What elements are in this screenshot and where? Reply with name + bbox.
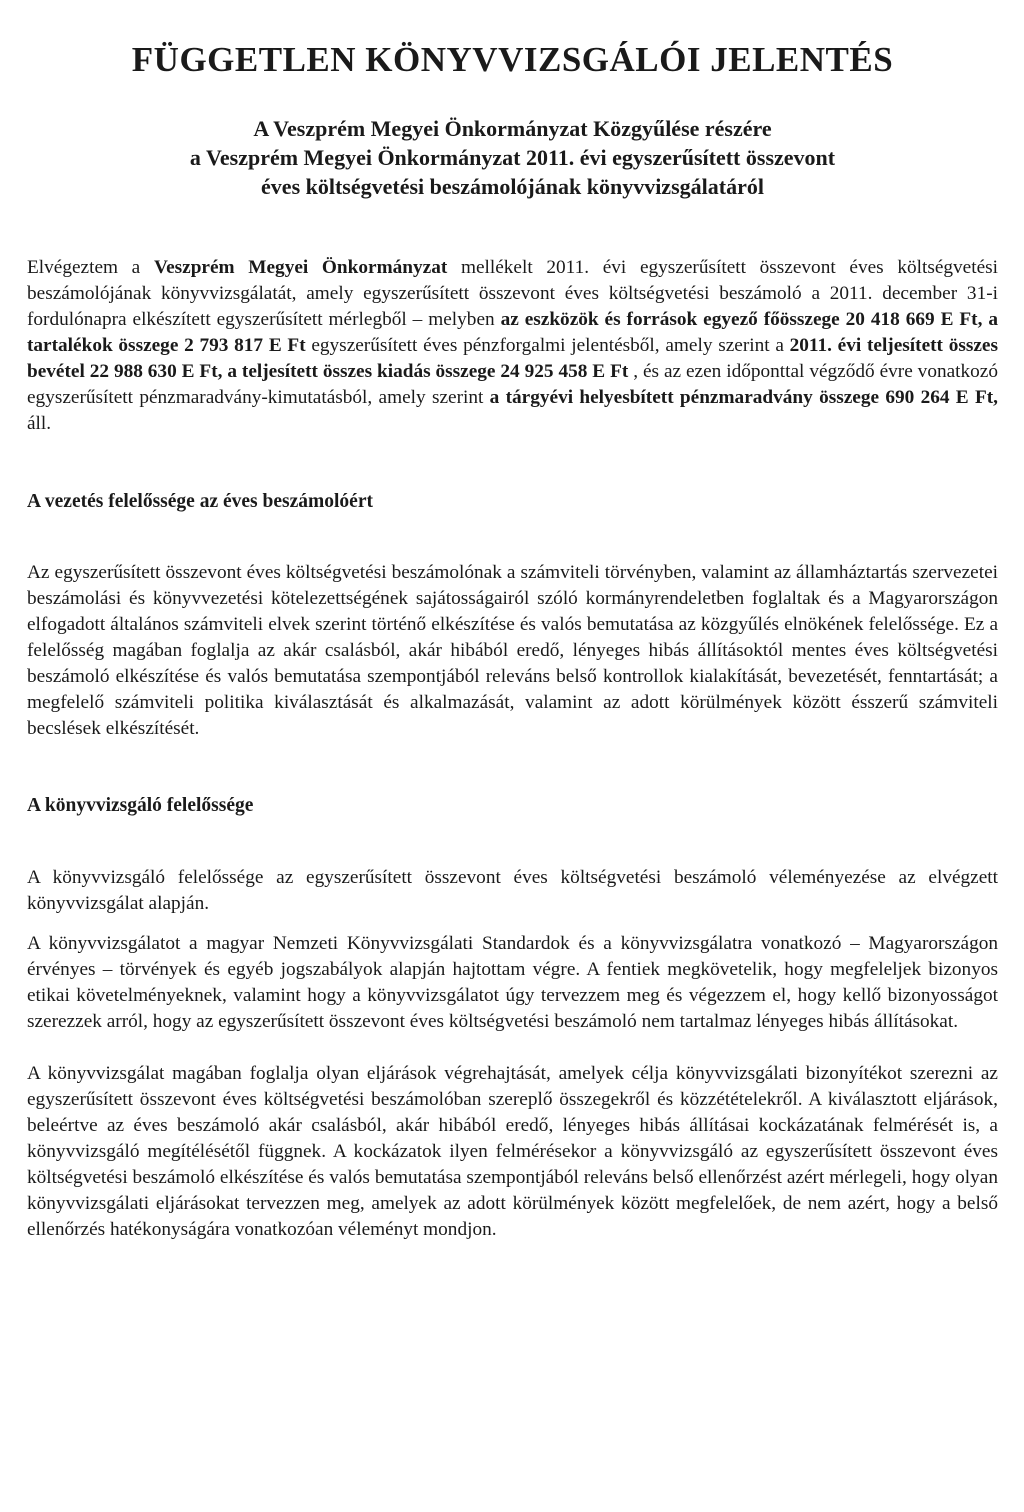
subtitle-line-1: A Veszprém Megyei Önkormányzat Közgyűlése részére (253, 116, 772, 141)
intro-text-2: mellékelt 2011. évi egyszerűsített összevont éves költségvetési beszámolójának könyvvizsgálatát, amely egyszerűsített összevont éves költségvetési beszámoló a 2011. december 31-i fordulónapra elkészített egyszerűsített mérlegből – melyben (27, 257, 998, 330)
intro-text-4: , és az ezen időponttal végződő évre vonatkozó egyszerűsített pénzmaradvány-kimutatásból, amely szerint (27, 361, 998, 408)
document-page (0, 38, 1024, 1512)
report-subtitle (27, 114, 998, 201)
intro-text-1: Elvégeztem a (27, 257, 154, 278)
intro-paragraph (27, 255, 998, 437)
intro-entity-name: Veszprém Megyei Önkormányzat (153, 257, 448, 278)
section-heading-management: A vezetés felelőssége az éves beszámolóért (27, 491, 373, 512)
intro-cash-surplus: a tárgyévi helyesbített pénzmaradvány összege 690 264 E Ft, (489, 387, 998, 408)
intro-text-5: áll. (27, 413, 52, 434)
subtitle-line-2: a Veszprém Megyei Önkormányzat 2011. évi egyszerűsített összevont (189, 145, 836, 170)
subtitle-line-3: éves költségvetési beszámolójának könyvvizsgálatáról (261, 174, 764, 199)
auditor-paragraph-2: A könyvvizsgálatot a magyar Nemzeti Könyvvizsgálati Standardok és a könyvvizsgálatra vonatkozó – Magyarországon érvényes – törvények és egyéb jogszabályok alapján hajtottam végre. A fentiek megkövetelik, hogy megfeleljek bizonyos etikai követelményeknek, valamint hogy a könyvvizsgálatot úgy tervezzem meg és végezzem el, hogy kellő bizonyosságot szerezzek arról, hogy az egyszerűsített összevont éves költségvetési beszámoló nem tartalmaz lényeges hibás állításokat. (27, 933, 998, 1032)
auditor-paragraph-1: A könyvvizsgáló felelőssége az egyszerűsített összevont éves költségvetési beszámoló véleményezése az elvégzett könyvvizsgálat alapján. (27, 867, 998, 914)
auditor-paragraph-3: A könyvvizsgálat magában foglalja olyan eljárások végrehajtását, amelyek célja könyvvizsgálati bizonyítékot szerezni az egyszerűsített összevont éves költségvetési beszámolóban szereplő összegekről és közzétételekről. A kiválasztott eljárások, beleértve az éves beszámoló akár csalásból, akár hibából eredő, lényeges hibás állításai kockázatának felmérését is, a könyvvizsgáló megítélésétől függnek. A kockázatok ilyen felmérésekor a könyvvizsgáló az egyszerűsített összevont éves költségvetési beszámoló elkészítése és valós bemutatása szempontjából releváns belső ellenőrzést azért mérlegeli, hogy olyan könyvvizsgálati eljárásokat tervezzen meg, amelyek az adott körülmények között megfelelőek, de nem azért, hogy a belső ellenőrzés hatékonyságára vonatkozóan véleményt mondjon. (27, 1063, 998, 1240)
intro-revenue-expense: 2011. évi teljesített összes bevétel 22 988 630 E Ft, a teljesített összes kiadás összege 24 925 458 E Ft (27, 335, 998, 382)
intro-balance-totals: az eszközök és források egyező főösszege 20 418 669 E Ft, a tartalékok összege 2 793 817 E Ft (27, 309, 999, 356)
management-responsibility-paragraph: Az egyszerűsített összevont éves költségvetési beszámolónak a számviteli törvényben, valamint az államháztartás szervezetei beszámolási és könyvvezetési kötelezettségének sajátosságairól szóló kormányrendeletben foglaltak és a Magyarországon elfogadott általános számviteli elvek szerint történő elkészítése és valós bemutatása az közgyűlés elnökének felelőssége. Ez a felelősség magában foglalja az akár csalásból, akár hibából eredő, lényeges hibás állításoktól mentes éves költségvetési beszámoló elkészítése és valós bemutatása szempontjából releváns belső kontrollok kialakítását, bevezetését, fenntartását; a megfelelő számviteli politika kiválasztását és alkalmazását, valamint az adott körülmények között ésszerű számviteli becslések elkészítését. (27, 562, 998, 739)
section-heading-auditor: A könyvvizsgáló felelőssége (27, 795, 254, 816)
intro-text-3: egyszerűsített éves pénzforgalmi jelentésből, amely szerint a (305, 335, 790, 356)
report-title: FÜGGETLEN KÖNYVVIZSGÁLÓI JELENTÉS (131, 40, 894, 79)
